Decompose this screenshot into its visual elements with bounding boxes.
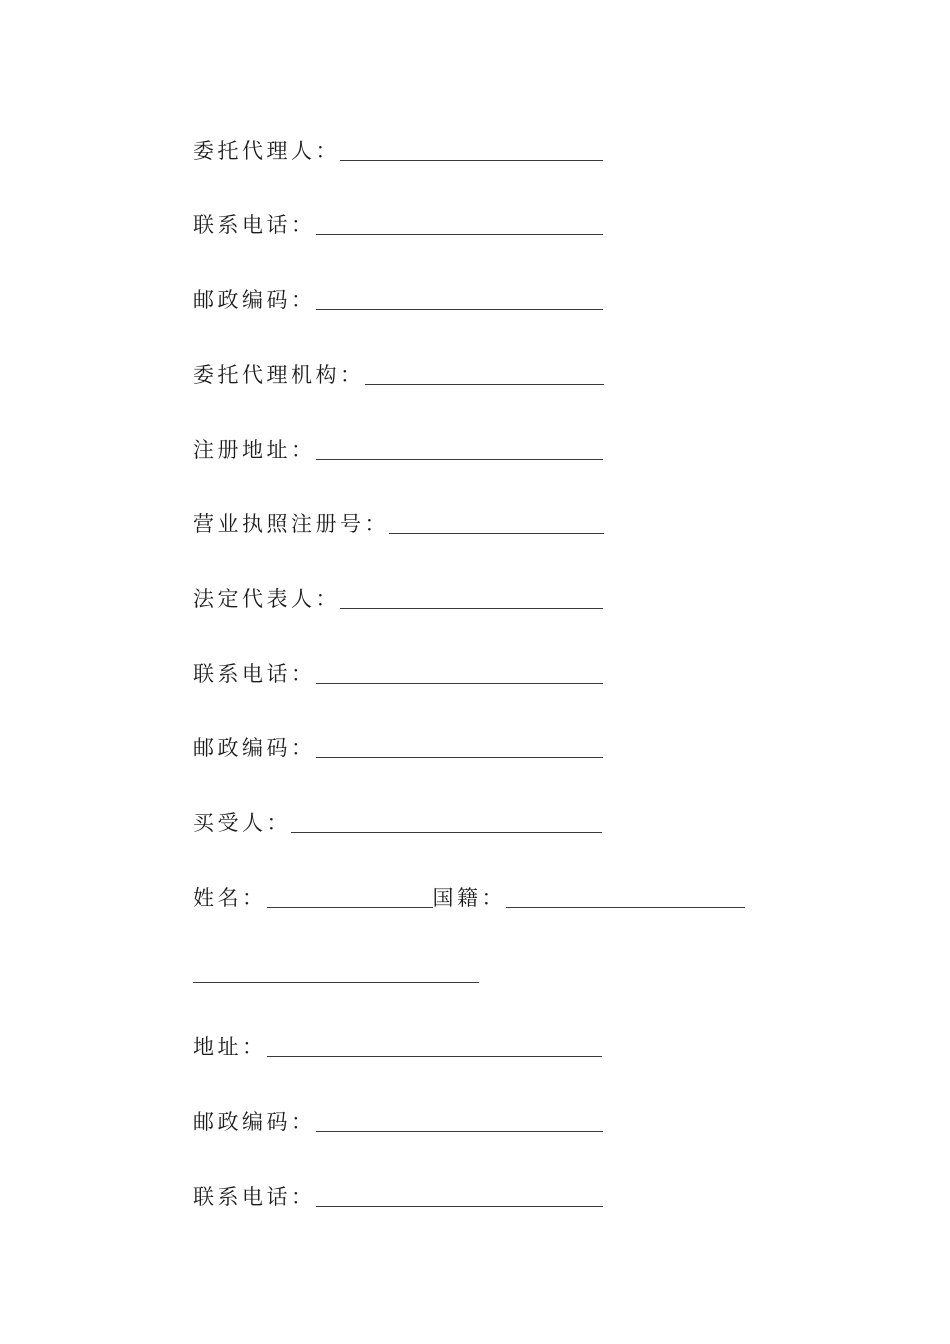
- buyer-postcode-row: [193, 1105, 603, 1135]
- buyer-name-field[interactable]: [267, 907, 433, 908]
- entrusted-agent-label: 委托代理人：: [193, 139, 340, 163]
- entrusted-agency-row: [193, 358, 604, 388]
- buyer-phone-field[interactable]: [316, 1206, 603, 1207]
- buyer-phone-label: 联系电话：: [193, 1185, 316, 1209]
- entrusted-agency-field[interactable]: [365, 384, 604, 385]
- agency-postcode-row: [193, 731, 603, 761]
- business-license-row: [193, 507, 604, 537]
- business-license-field[interactable]: [389, 533, 604, 534]
- agent-postcode-field[interactable]: [316, 309, 603, 310]
- agent-phone-field[interactable]: [316, 234, 603, 235]
- agency-phone-field[interactable]: [316, 683, 603, 684]
- buyer-row: [193, 806, 602, 836]
- buyer-phone-row: [193, 1180, 603, 1210]
- buyer-address-label: 地址：: [193, 1035, 267, 1059]
- agency-phone-row: [193, 657, 603, 687]
- entrusted-agent-row: [193, 134, 603, 164]
- buyer-label: 买受人：: [193, 811, 291, 835]
- buyer-postcode-field[interactable]: [316, 1131, 603, 1132]
- agent-phone-row: [193, 208, 603, 238]
- buyer-name-label: 姓名：: [193, 886, 267, 910]
- entrusted-agency-label: 委托代理机构：: [193, 363, 365, 387]
- agency-postcode-field[interactable]: [316, 757, 603, 758]
- legal-representative-field[interactable]: [340, 608, 603, 609]
- buyer-nationality-field[interactable]: [506, 907, 745, 908]
- business-license-label: 营业执照注册号：: [193, 512, 389, 536]
- agency-phone-label: 联系电话：: [193, 662, 316, 686]
- legal-representative-label: 法定代表人：: [193, 587, 340, 611]
- registered-address-label: 注册地址：: [193, 438, 316, 462]
- agency-postcode-label: 邮政编码：: [193, 736, 316, 760]
- agent-postcode-row: [193, 283, 603, 313]
- buyer-nationality-continuation-field[interactable]: [193, 982, 479, 983]
- buyer-address-row: [193, 1030, 602, 1060]
- buyer-address-field[interactable]: [267, 1056, 602, 1057]
- buyer-postcode-label: 邮政编码：: [193, 1110, 316, 1134]
- registered-address-field[interactable]: [316, 459, 603, 460]
- buyer-nationality-label: 国籍：: [432, 886, 506, 910]
- entrusted-agent-field[interactable]: [340, 160, 603, 161]
- agent-phone-label: 联系电话：: [193, 213, 316, 237]
- buyer-name-nationality-row: [193, 881, 745, 911]
- agent-postcode-label: 邮政编码：: [193, 288, 316, 312]
- registered-address-row: [193, 433, 603, 463]
- legal-representative-row: [193, 582, 603, 612]
- buyer-field[interactable]: [291, 832, 602, 833]
